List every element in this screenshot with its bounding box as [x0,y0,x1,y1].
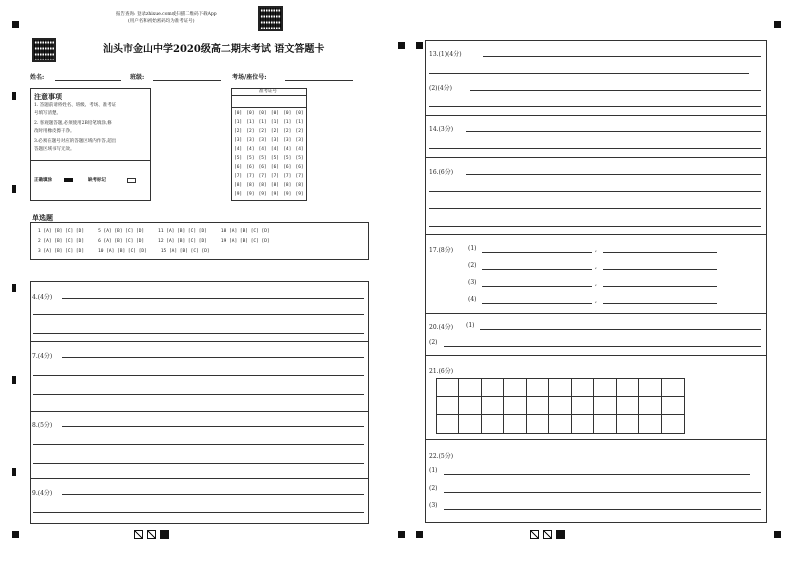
correct-fill-sample-icon [64,178,73,182]
single-choice-heading: 单选题 [32,213,53,222]
exam-number-digit-bubble[interactable]: [3] [283,138,292,143]
question-label: 4.(4分) [32,294,53,301]
notes-item: 3.必须在题号对应的答题区域内作答,超出 [34,139,117,144]
exam-number-digit-bubble[interactable]: [7] [258,174,267,179]
exam-number-digit-bubble[interactable]: [2] [258,129,267,134]
page-mark-slash-icon [134,530,143,539]
sub-part-label: (3) [468,279,477,286]
exam-number-digit-bubble[interactable]: [9] [246,192,255,197]
exam-number-digit-bubble[interactable]: [9] [295,192,304,197]
exam-number-digit-bubble[interactable]: [4] [283,147,292,152]
section-divider [425,439,767,440]
exam-number-digit-bubble[interactable]: [0] [283,111,292,116]
exam-number-digit-bubble[interactable]: [8] [283,183,292,188]
composition-grid[interactable] [436,378,685,434]
corner-mark-bottom-left [12,531,19,538]
section-divider [425,157,767,158]
exam-number-digit-bubble[interactable]: [4] [258,147,267,152]
answer-line[interactable] [603,303,717,304]
seat-label: 考场/座位号: [232,74,267,81]
notes-item: 号填写清楚。 [34,111,61,116]
section-divider [30,341,369,342]
question-label: 17.(8分) [429,247,454,254]
answer-line[interactable] [444,509,761,510]
exam-number-digit-bubble[interactable]: [2] [283,129,292,134]
answer-line[interactable] [470,90,761,91]
seat-field[interactable] [285,80,353,81]
notes-item: 1. 答题前请将姓名、班级、考场、准考证 [34,103,117,108]
exam-number-column[interactable] [296,109,304,199]
question-label: 14.(3分) [429,126,454,133]
answer-line[interactable] [483,56,761,57]
choice-item[interactable]: 3 [A] [B] [C] [D] [38,249,85,254]
question-label: 20.(4分) [429,324,454,331]
choice-item[interactable]: 11 [A] [B] [C] [D] [158,229,207,234]
answer-line[interactable] [466,131,761,132]
corner-mark-bottom-right [774,531,781,538]
exam-number-column[interactable] [271,109,279,199]
answer-line[interactable] [482,286,592,287]
exam-number-digit-bubble[interactable]: [5] [295,156,304,161]
exam-number-digit-bubble[interactable]: [2] [270,129,280,134]
answer-line[interactable] [429,73,749,74]
choice-row[interactable] [38,247,224,254]
answer-line[interactable] [33,444,364,445]
answer-line[interactable] [33,314,364,315]
notes-heading: 注意事项 [34,92,62,101]
exam-number-digit-bubble[interactable]: [7] [246,174,255,179]
notice-line-2: (用户名和初始密码均为准考证号) [128,19,195,24]
choice-item[interactable]: 12 [A] [B] [C] [D] [158,239,207,244]
sub-part-label: (2) [429,485,438,492]
section-divider [30,411,369,412]
qr-code-left-icon [32,38,56,62]
timing-mark [12,468,16,476]
exam-number-digit-bubble[interactable]: [9] [258,192,267,197]
exam-number-digit-bubble[interactable]: [1] [283,120,292,125]
exam-number-digit-bubble[interactable]: [0] [234,111,243,116]
exam-number-digit-bubble[interactable]: [4] [234,147,243,152]
qr-code-top-icon [258,6,283,31]
answer-line[interactable] [33,463,364,464]
answer-line[interactable] [480,329,761,330]
exam-number-digit-bubble[interactable]: [4] [246,147,255,152]
answer-line[interactable] [429,208,761,209]
page-mark-slash-icon [147,530,156,539]
separator-comma: , [595,280,597,287]
timing-mark [12,284,16,292]
page-mark-filled-icon [160,530,169,539]
answer-line[interactable] [33,333,364,334]
exam-number-digit-bubble[interactable]: [5] [258,156,267,161]
corner-mark-mid-right [416,42,423,49]
corner-mark-mid-left [398,531,405,538]
corner-mark-bottom-mid [416,531,423,538]
absent-mark-box[interactable] [127,178,136,183]
exam-number-digit-bubble[interactable]: [6] [234,165,243,170]
exam-number-digit-bubble[interactable]: [1] [234,120,243,125]
question-label: 16.(6分) [429,169,454,176]
exam-number-digit-bubble[interactable]: [9] [234,192,243,197]
answer-line[interactable] [444,346,761,347]
exam-number-digit-bubble[interactable]: [8] [246,183,255,188]
exam-number-digit-bubble[interactable]: [0] [270,111,280,116]
answer-line[interactable] [429,106,761,107]
timing-mark [12,185,16,193]
exam-number-digit-bubble[interactable]: [6] [258,165,267,170]
sub-part-label: (1) [429,467,438,474]
question-label: 8.(5分) [32,422,53,429]
class-field[interactable] [153,80,221,81]
exam-number-digit-bubble[interactable]: [3] [295,138,304,143]
exam-number-digit-bubble[interactable]: [3] [258,138,267,143]
exam-number-digit-bubble[interactable]: [6] [270,165,280,170]
choice-item[interactable]: 19 [A] [B] [C] [D] [220,239,270,244]
exam-number-digit-bubble[interactable]: [6] [295,165,304,170]
choice-item[interactable]: 5 [A] [B] [C] [D] [98,229,145,234]
answer-line[interactable] [603,269,717,270]
sub-part-label: (2) [468,262,477,269]
answer-line[interactable] [444,492,761,493]
exam-number-column[interactable] [259,109,267,199]
answer-line[interactable] [482,303,592,304]
answer-line[interactable] [444,474,750,475]
answer-line[interactable] [466,174,761,175]
left-answer-area [30,281,369,524]
separator-comma: , [595,297,597,304]
answer-line[interactable] [33,375,364,376]
exam-number-digit-bubble[interactable]: [6] [246,165,255,170]
section-divider [425,313,767,314]
corner-mark-top-mid [398,42,405,49]
exam-number-digit-bubble[interactable]: [5] [246,156,255,161]
exam-number-digit-bubble[interactable]: [3] [234,138,243,143]
question-label: 9.(4分) [32,490,53,497]
sub-part-label: (1) [468,245,477,252]
exam-number-digit-bubble[interactable]: [5] [234,156,243,161]
page-title: 汕头市金山中学2020级高二期末考试 语文答题卡 [103,44,325,55]
exam-number-digit-bubble[interactable]: [5] [283,156,292,161]
answer-line[interactable] [62,494,364,495]
sub-part-label: (2) [429,339,438,346]
answer-line[interactable] [33,394,364,395]
page-mark-filled-icon [556,530,565,539]
notes-item: 答题区域书写无效。 [34,147,75,152]
answer-line[interactable] [482,269,592,270]
exam-number-digit-bubble[interactable]: [0] [246,111,255,116]
answer-line[interactable] [429,226,761,227]
page-mark-slash-icon [530,530,539,539]
exam-number-digit-bubble[interactable]: [1] [246,120,255,125]
exam-number-writing-row [231,107,307,108]
choice-item[interactable]: 15 [A] [B] [C] [D] [160,249,210,254]
choice-item[interactable]: 2 [A] [B] [C] [D] [38,239,85,244]
exam-number-digit-bubble[interactable]: [7] [234,174,243,179]
notice-line-1: 报告查询: 登录zhixue.com或扫描二维码下载App [116,12,217,17]
notes-item: 2. 客观题答题,必须使用2B铅笔填涂,修 [34,121,112,126]
notes-divider [30,160,151,161]
exam-number-digit-bubble[interactable]: [7] [295,174,304,179]
section-divider [425,234,767,235]
name-label: 姓名: [30,74,45,81]
section-divider [425,115,767,116]
choice-item[interactable]: 6 [A] [B] [C] [D] [98,239,145,244]
question-label: 13.(1)(4分) [429,51,462,58]
answer-line[interactable] [603,252,717,253]
exam-number-digit-bubble[interactable]: [8] [270,183,280,188]
exam-number-digit-bubble[interactable]: [6] [283,165,292,170]
exam-number-digit-bubble[interactable]: [1] [258,120,267,125]
exam-number-heading: 准考证号 [259,89,277,94]
exam-number-column[interactable] [234,109,242,199]
exam-number-digit-bubble[interactable]: [8] [258,183,267,188]
timing-mark [12,376,16,384]
exam-number-digit-bubble[interactable]: [9] [270,192,280,197]
name-field[interactable] [55,80,121,81]
exam-number-digit-bubble[interactable]: [3] [246,138,255,143]
sub-part-label: (1) [466,322,475,329]
class-label: 班级: [130,74,145,81]
answer-line[interactable] [62,426,364,427]
answer-line[interactable] [429,191,761,192]
corner-mark-top-left [12,21,19,28]
page-mark-slash-icon [543,530,552,539]
choice-row[interactable] [38,237,284,244]
question-label: (2)(4分) [429,85,452,92]
notes-item: 改时用橡皮擦干净。 [34,129,75,134]
corner-mark-top-right [774,21,781,28]
exam-number-column[interactable] [283,109,291,199]
exam-number-digit-bubble[interactable]: [3] [270,138,280,143]
question-label: 21.(6分) [429,368,454,375]
section-divider [30,478,369,479]
sub-part-label: (3) [429,502,438,509]
question-label: 22.(5分) [429,453,454,460]
exam-number-digit-bubble[interactable]: [0] [295,111,304,116]
separator-comma: , [595,263,597,270]
answer-line[interactable] [429,148,761,149]
exam-number-column[interactable] [246,109,254,199]
exam-number-digit-bubble[interactable]: [7] [270,174,280,179]
exam-number-divider [231,95,307,96]
choice-row[interactable] [38,227,284,234]
exam-number-digit-bubble[interactable]: [1] [270,120,280,125]
exam-number-digit-bubble[interactable]: [2] [234,129,243,134]
question-label: 7.(4分) [32,353,53,360]
exam-number-digit-bubble[interactable]: [4] [295,147,304,152]
exam-number-digit-bubble[interactable]: [7] [283,174,292,179]
answer-line[interactable] [62,298,364,299]
exam-number-digit-bubble[interactable]: [5] [270,156,280,161]
exam-number-digit-bubble[interactable]: [2] [246,129,255,134]
choice-item[interactable]: 18 [A] [B] [C] [D] [220,229,270,234]
choice-item[interactable]: 10 [A] [B] [C] [D] [98,249,147,254]
answer-line[interactable] [482,252,592,253]
timing-mark [12,92,16,100]
answer-line[interactable] [603,286,717,287]
absent-mark-label: 缺考标记 [88,178,106,183]
choice-item[interactable]: 1 [A] [B] [C] [D] [38,229,85,234]
exam-number-digit-bubble[interactable]: [9] [283,192,292,197]
sub-part-label: (4) [468,296,477,303]
exam-number-digit-bubble[interactable]: [1] [295,120,304,125]
exam-number-digit-bubble[interactable]: [4] [270,147,280,152]
exam-number-digit-bubble[interactable]: [0] [258,111,267,116]
exam-number-digit-bubble[interactable]: [8] [234,183,243,188]
answer-line[interactable] [62,357,364,358]
exam-number-digit-bubble[interactable]: [2] [295,129,304,134]
section-divider [425,355,767,356]
exam-number-digit-bubble[interactable]: [8] [295,183,304,188]
answer-line[interactable] [33,512,364,513]
correct-fill-label: 正确填涂 [34,178,52,183]
separator-comma: , [595,246,597,253]
